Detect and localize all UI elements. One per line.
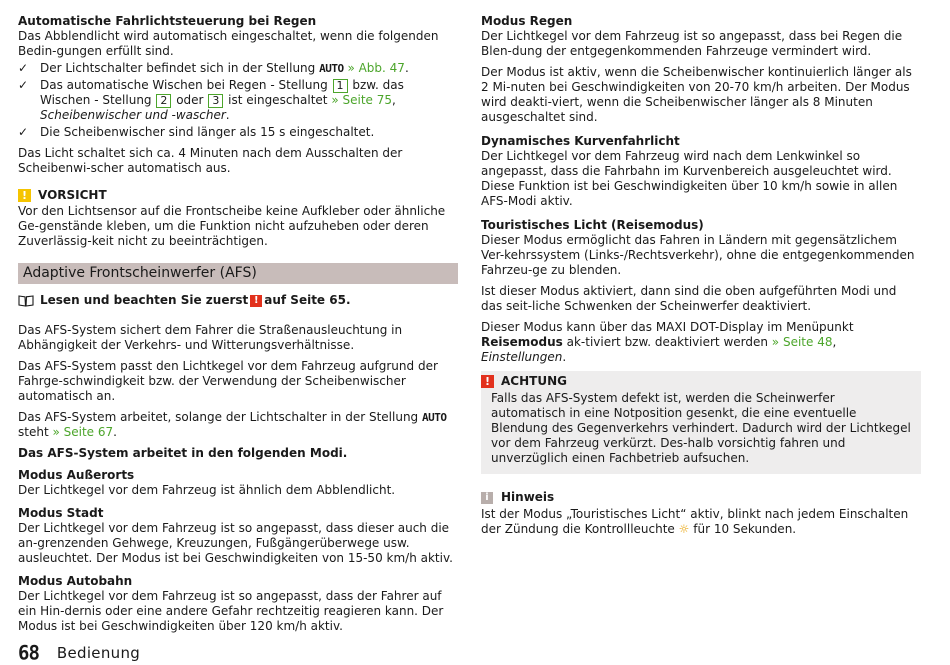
mode-title: Dynamisches Kurvenfahrlicht bbox=[481, 134, 680, 148]
check-icon: ✓ bbox=[18, 78, 29, 92]
right-column bbox=[481, 14, 921, 543]
check-icon: ✓ bbox=[18, 61, 29, 75]
mode-title: Modus Regen bbox=[481, 14, 573, 28]
position-box: 2 bbox=[156, 94, 171, 108]
mode-title: Modus Stadt bbox=[18, 506, 104, 520]
afs-paragraph: Das AFS-System passt den Lichtkegel vor dem Fahrzeug aufgrund der Fahrge-schwindigkeit bzw. der Verwendung der Scheibenwischer automatisch an. bbox=[18, 359, 438, 403]
exclamation-yellow-icon: ! bbox=[18, 189, 31, 202]
mode-text: Der Modus ist aktiv, wenn die Scheibenwischer kontinuierlich länger als 2 Mi-nuten bei Geschwindigkeiten von 20-70 km/h arbeiten. Der Modus wird deakti-viert, wenn die Scheibenwischer länger als 8 Minuten ausgeschaltet sind. bbox=[481, 65, 912, 124]
book-icon bbox=[18, 295, 34, 306]
mode-text: Der Lichtkegel vor dem Fahrzeug wird nach dem Lenkwinkel so angepasst, dass die Fahrbahn im Kurvenbereich ausgeleuchtet wird. Diese Funktion ist bei Geschwindigkeiten über 10 km/h sowie in allen AFS-Modi aktiv. bbox=[481, 149, 898, 208]
mode-text: Der Lichtkegel vor dem Fahrzeug ist ähnlich dem Abblendlicht. bbox=[18, 483, 396, 497]
note-heading: i Hinweis bbox=[481, 490, 921, 505]
afs-paragraph: Das AFS-System sichert dem Fahrer die Straßenausleuchtung in Abhängigkeit der Verkehrs- und Witterungsverhältnisse. bbox=[18, 323, 403, 352]
exclamation-red-icon: ! bbox=[481, 375, 494, 388]
condition-item: ✓ Das automatische Wischen bei Regen - Stellung 1 bzw. das Wischen - Stellung 2 oder 3 ist eingeschaltet » Seite 75, Scheibenwischer und -wascher. bbox=[18, 78, 404, 122]
auto-symbol: AUTO bbox=[319, 62, 344, 75]
mode-text: Der Lichtkegel vor dem Fahrzeug ist so angepasst, dass bei Regen die Blen-dung der entgegenkommenden Fahrzeuge vermindert wird. bbox=[481, 29, 903, 58]
position-box: 1 bbox=[333, 79, 348, 93]
page-footer bbox=[18, 641, 141, 665]
mode-text: Dieser Modus kann über das MAXI DOT-Display im Menüpunkt Reisemodus ak-tiviert bzw. deaktiviert werden » Seite 48, Einstellungen. bbox=[481, 320, 854, 364]
caution-heading: ! VORSICHT bbox=[18, 188, 458, 203]
figure-link[interactable]: » Abb. 47 bbox=[347, 61, 405, 75]
mode-title: Modus Außerorts bbox=[18, 468, 135, 482]
note-text: Ist der Modus „Touristisches Licht“ aktiv, blinkt nach jedem Einschalten der Zündung die Kontrollleuchte ☼ für 10 Sekunden. bbox=[481, 507, 909, 536]
read-page-link[interactable]: auf Seite 65. bbox=[264, 293, 351, 307]
warning-heading: ! ACHTUNG bbox=[481, 374, 911, 389]
page-link[interactable]: » Seite 67 bbox=[52, 425, 114, 439]
mode-text: Der Lichtkegel vor dem Fahrzeug ist so angepasst, dass dieser auch die an-grenzenden Gehwege, Kreuzungen, Fußgängerüberwege usw. ausleuchtet. Der Modus ist bei Geschwindigkeiten von 15-50 km/h aktiv. bbox=[18, 521, 453, 565]
mode-title: Touristisches Licht (Reisemodus) bbox=[481, 218, 704, 232]
caution-text: Vor den Lichtsensor auf die Frontscheibe keine Aufkleber oder ähnliche Ge-genstände kleben, um die Funktion nicht aufzuheben oder deren Zuverlässig-keit nicht zu beeinträchtigen. bbox=[18, 204, 446, 248]
left-column bbox=[18, 14, 458, 640]
condition-item: ✓ Der Lichtschalter befindet sich in der Stellung AUTO » Abb. 47. bbox=[18, 61, 409, 75]
auto-symbol: AUTO bbox=[422, 411, 447, 424]
section-title: Adaptive Frontscheinwerfer (AFS) bbox=[18, 263, 458, 284]
page-number: 68 bbox=[18, 641, 39, 665]
mode-text: Der Lichtkegel vor dem Fahrzeug ist so angepasst, dass der Fahrer auf ein Hin-dernis oder eine andere Gefahr rechtzeitig reagieren kann. Der Modus ist bei Geschwindigkeiten über 120 km/h aktiv. bbox=[18, 589, 444, 633]
read-first-note: Lesen und beachten Sie zuerst ! auf Seite 65. bbox=[18, 293, 458, 308]
check-icon: ✓ bbox=[18, 125, 29, 139]
warning-light-sun-icon: ☼ bbox=[678, 522, 690, 536]
warning-text: Falls das AFS-System defekt ist, werden die Scheinwerfer automatisch in eine Notposition gesenkt, die eine eventuelle Blendung des Gegenverkehrs verhindert. Dadurch wird der Lichtkegel vor dem Fahrzeug verkürzt. Des-halb vorsichtig fahren und unverzüglich einen Fachbetrieb aufsuchen. bbox=[491, 391, 911, 465]
page-link[interactable]: » Seite 75 bbox=[331, 93, 393, 107]
mode-title: Modus Autobahn bbox=[18, 574, 133, 588]
position-box: 3 bbox=[208, 94, 223, 108]
afs-paragraph: Das AFS-System arbeitet, solange der Lichtschalter in der Stellung AUTO steht » Seite 67. bbox=[18, 410, 447, 439]
condition-item: ✓ Die Scheibenwischer sind länger als 15 s eingeschaltet. bbox=[18, 125, 375, 139]
info-note-icon: i bbox=[481, 492, 493, 504]
page-link[interactable]: » Seite 48 bbox=[771, 335, 833, 349]
auto-light-intro: Das Abblendlicht wird automatisch eingeschaltet, wenn die folgenden Bedin-gungen erfüllt sind. bbox=[18, 29, 439, 58]
auto-light-after: Das Licht schaltet sich ca. 4 Minuten nach dem Ausschalten der Scheibenwi-scher automatisch aus. bbox=[18, 146, 403, 175]
modes-heading: Das AFS-System arbeitet in den folgenden Modi. bbox=[18, 446, 348, 460]
auto-light-heading: Automatische Fahrlichtsteuerung bei Regen bbox=[18, 14, 317, 28]
mode-text: Ist dieser Modus aktiviert, dann sind die oben aufgeführten Modi und das seit-liche Schwenken der Scheinwerfer deaktiviert. bbox=[481, 284, 897, 313]
footer-section: Bedienung bbox=[56, 644, 141, 662]
exclamation-red-icon: ! bbox=[250, 295, 262, 307]
warning-box bbox=[481, 371, 921, 474]
mode-text: Dieser Modus ermöglicht das Fahren in Ländern mit gegensätzlichem Ver-kehrssystem (Links-/Rechtsverkehr), ohne die entgegenkommenden Fahrzeu-ge zu blenden. bbox=[481, 233, 915, 277]
